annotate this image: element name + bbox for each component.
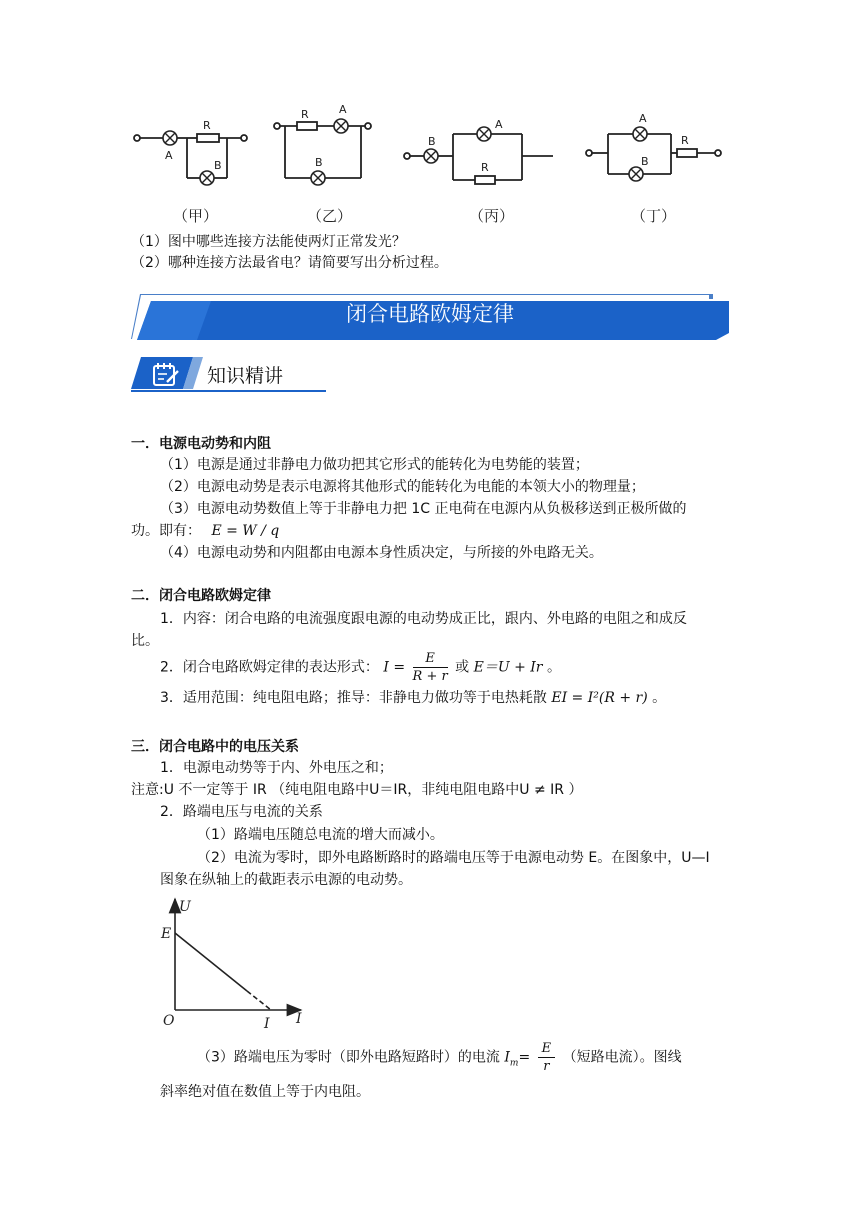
circuit-jia	[134, 134, 247, 178]
sec3-p3-suffix: （短路电流）。图线	[562, 1049, 682, 1066]
banner-title: 闭合电路欧姆定律	[346, 302, 514, 326]
sec2-p1b: 比。	[131, 633, 159, 649]
u-axis-label: U	[179, 899, 191, 915]
sec2-p2	[160, 650, 561, 685]
circuit-yi	[274, 122, 371, 178]
e-intercept-label: E	[161, 926, 172, 942]
sec3-p1: 1．电源电动势等于内、外电压之和；	[160, 760, 393, 776]
lamp-a-yi	[334, 119, 348, 133]
sec2-p2-end: 。	[546, 659, 561, 676]
chapter-banner	[131, 293, 729, 341]
lamp-b-ding	[629, 167, 643, 181]
u-i-graph	[155, 893, 315, 1033]
sec3-heading: 三．闭合电路中的电压关系	[131, 739, 299, 755]
label-r-bing: R	[481, 161, 489, 174]
sec3-p3-denominator: r	[543, 1059, 550, 1074]
sec2-p2-mid: 或	[455, 659, 470, 676]
caption-jia: （甲）	[173, 207, 219, 225]
sec2-p3-prefix: 3．适用范围：纯电阻电路；推导：非静电力做功等于电热耗散	[160, 690, 547, 706]
caption-yi: （乙）	[307, 207, 353, 225]
label-r-ding: R	[681, 134, 689, 147]
u-i-line	[175, 933, 247, 991]
sec3-p3b: 斜率绝对值在数值上等于内电阻。	[160, 1084, 370, 1100]
notepad-icon	[151, 360, 181, 388]
sec3-p3-numerator: E	[538, 1040, 556, 1058]
origin-label: O	[163, 1013, 175, 1029]
sec2-p2-numerator: E	[413, 650, 448, 668]
sec2-p2-fraction	[413, 650, 448, 685]
sec2-p3-end: 。	[652, 690, 667, 706]
label-a-jia: A	[165, 149, 173, 162]
label-b-yi: B	[315, 156, 323, 169]
sec3-p2-2b: 图象在纵轴上的截距表示电源的电动势。	[160, 872, 412, 888]
sec3-p2: 2．路端电压与电流的关系	[160, 804, 323, 820]
sec2-p2-alt: E＝U + Ir	[473, 659, 543, 676]
question-1: （1）图中哪些连接方法能使两灯正常发光？	[131, 234, 406, 250]
sec3-note: 注意:U 不一定等于 IR （纯电阻电路中U＝IR，非纯电阻电路中U ≠ IR ）	[131, 782, 583, 798]
sec1-p1: （1）电源是通过非静电力做功把其它形式的能转化为电势能的装置；	[160, 457, 589, 473]
sec1-heading: 一．电源电动势和内阻	[131, 436, 271, 452]
circuit-ding	[586, 134, 721, 174]
label-b-jia: B	[214, 159, 222, 172]
sec3-p3-eq: =	[518, 1049, 531, 1066]
lamp-b-yi	[311, 171, 325, 185]
lamp-b-bing	[424, 149, 438, 163]
sec2-p1a: 1．内容：闭合电路的电流强度跟电源的电动势成正比，跟内、外电路的电阻之和成反	[160, 611, 687, 627]
sec1-p2: （2）电源电动势是表示电源将其他形式的能转化为电能的本领大小的物理量；	[160, 479, 645, 495]
sec1-p3b	[131, 521, 279, 541]
sec3-p3-sub: m	[509, 1058, 519, 1069]
lamp-a-jia	[163, 131, 177, 145]
caption-bing: （丙）	[469, 207, 515, 225]
sec3-p3-prefix: （3）路端电压为零时（即外电路短路时）的电流	[197, 1049, 500, 1066]
question-2: （2）哪种连接方法最省电？请简要写出分析过程。	[131, 255, 448, 271]
section-title: 知识精讲	[207, 365, 284, 387]
i-axis-label: I	[296, 1011, 302, 1027]
sec1-formula: E = W / q	[211, 523, 280, 539]
sec3-p3-fraction	[538, 1040, 556, 1075]
sec3-p3	[197, 1040, 682, 1080]
section-header	[131, 355, 331, 395]
caption-ding: （丁）	[631, 207, 677, 225]
lamp-a-ding	[633, 127, 647, 141]
label-b-ding: B	[641, 155, 649, 168]
sec1-p4: （4）电源电动势和内阻都由电源本身性质决定，与所接的外电路无关。	[160, 545, 603, 561]
circuit-diagrams	[125, 100, 735, 235]
sec3-p2-1: （1）路端电压随总电流的增大而减小。	[197, 827, 444, 843]
label-a-yi: A	[339, 103, 347, 116]
sec3-p3-var: I	[504, 1049, 510, 1066]
sec2-p2-prefix: 2．闭合电路欧姆定律的表达形式：	[160, 659, 379, 676]
lamp-a-bing	[477, 127, 491, 141]
label-b-bing: B	[428, 135, 436, 148]
sec2-p3-formula: EI = I²(R + r)	[551, 690, 648, 706]
sec2-p2-denominator: R + r	[412, 669, 448, 684]
lamp-b-jia	[200, 171, 214, 185]
label-r-jia: R	[203, 119, 211, 132]
sec1-p3b-text: 功。即有：	[131, 523, 201, 539]
u-i-line-extension	[247, 991, 271, 1010]
sec2-p2-lhs: I =	[383, 659, 406, 676]
label-r-yi: R	[301, 108, 309, 121]
sec1-p3a: （3）电源电动势数值上等于非静电力把 1C 正电荷在电源内从负极移送到正极所做的	[160, 501, 687, 517]
label-a-bing: A	[495, 118, 503, 131]
sec3-p2-2a: （2）电流为零时，即外电路断路时的路端电压等于电源电动势 E。在图象中，U—I	[197, 850, 710, 866]
sec2-p3	[160, 688, 666, 708]
label-a-ding: A	[639, 112, 647, 125]
sec2-heading: 二．闭合电路欧姆定律	[131, 588, 271, 604]
i-intercept-label: I	[264, 1016, 270, 1032]
